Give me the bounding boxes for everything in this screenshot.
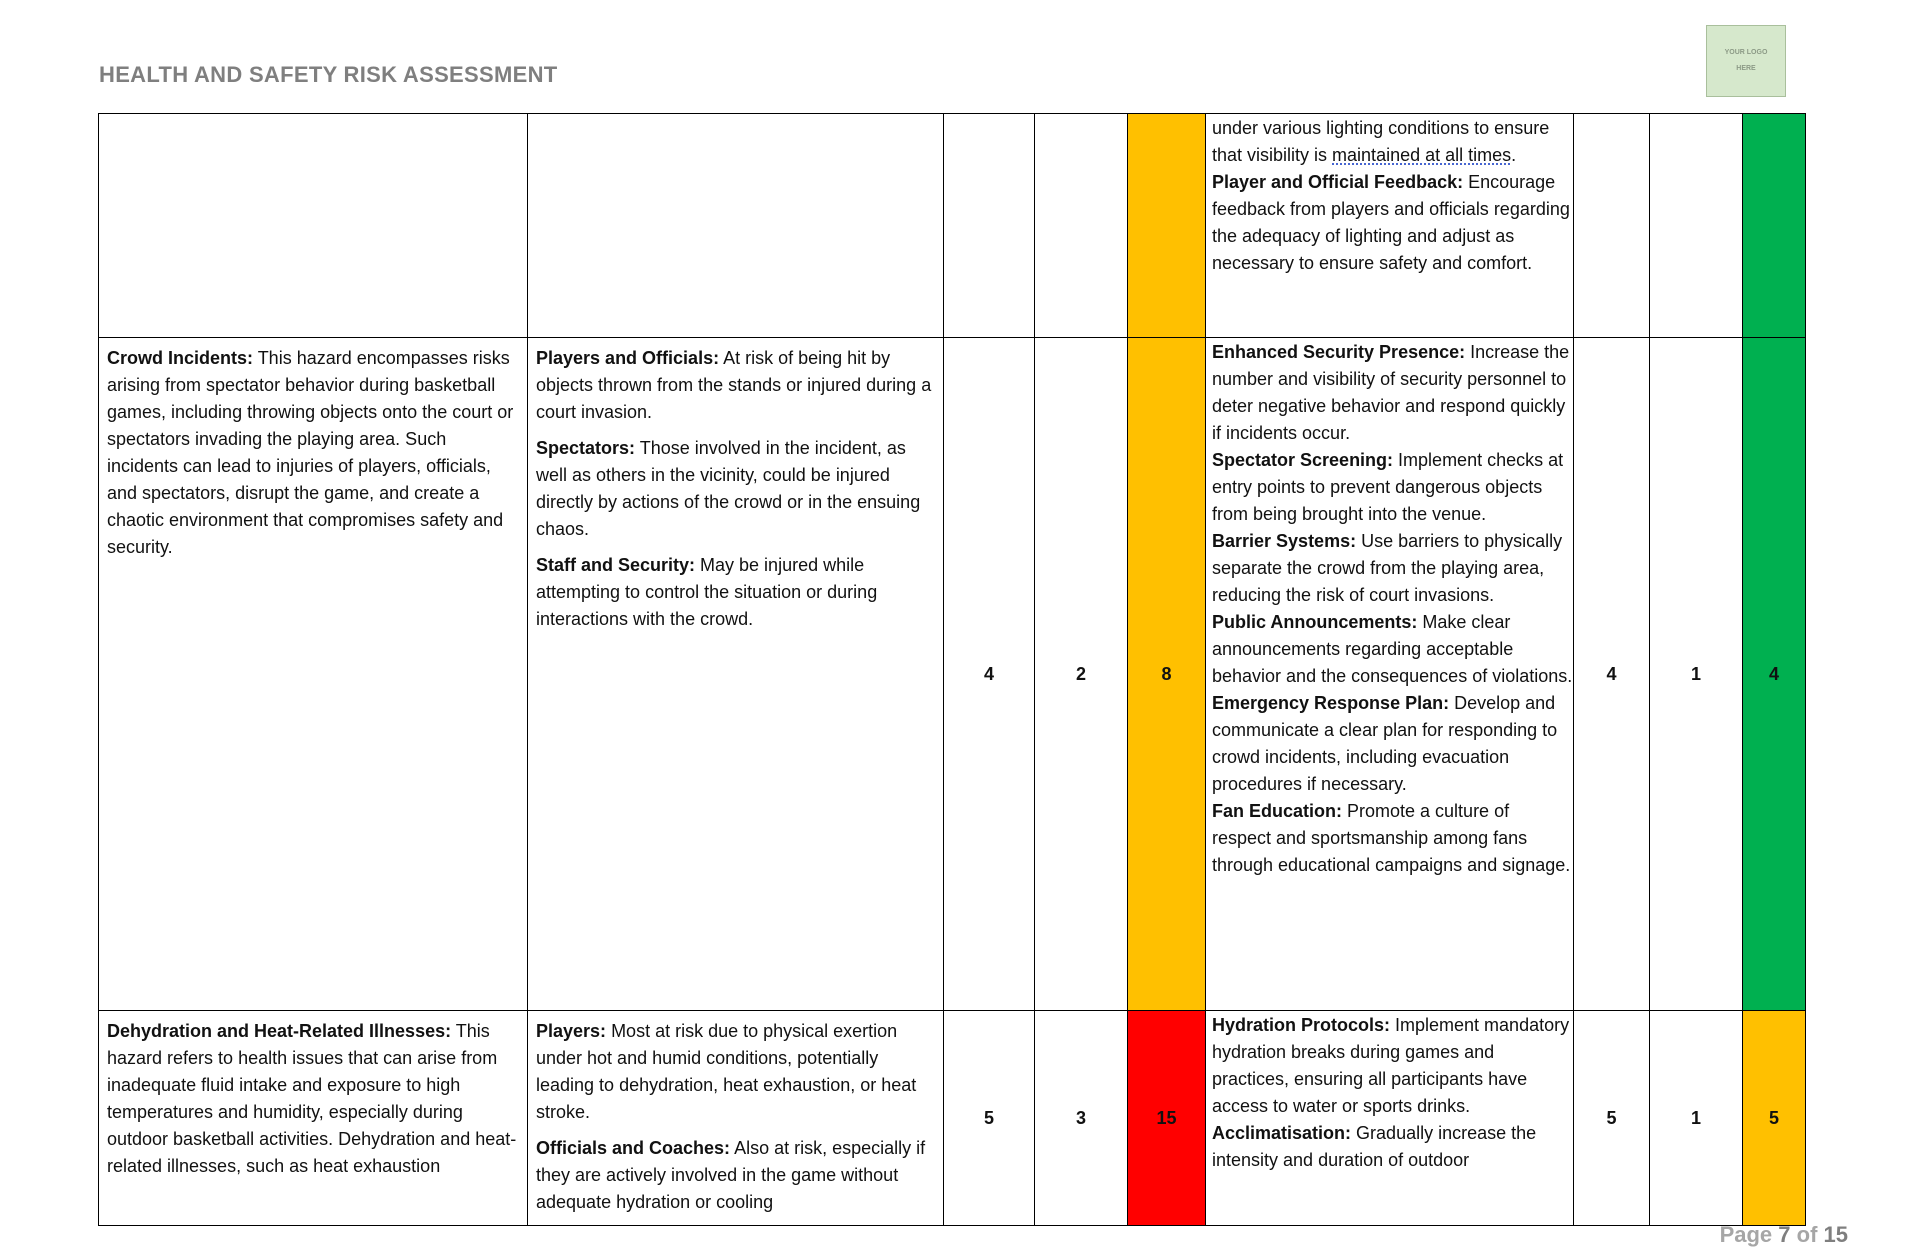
initial-risk-cell [1128,114,1206,338]
at-risk-item [536,552,935,633]
hazard-paragraph [107,1018,519,1180]
control-measure-name: Hydration Protocols: [1212,1015,1391,1035]
likelihood-cell: 4 [944,338,1035,1011]
at-risk-group: Staff and Security: [536,555,696,575]
control-measure-name: Spectator Screening: [1212,450,1394,470]
residual-likelihood-cell: 4 [1574,338,1650,1011]
control-measure [1212,609,1573,690]
at-risk-cell [528,114,944,338]
table-row [99,338,1806,1011]
hazard-paragraph [107,345,519,561]
control-measure-name: Enhanced Security Presence: [1212,342,1466,362]
control-measure-description: Develop and communicate a clear plan for responding to crowd incidents, including evacuation procedures if necessary. [1212,693,1558,794]
at-risk-group: Players and Officials: [536,348,720,368]
residual-likelihood-cell [1574,114,1650,338]
control-measure-description: Use barriers to physically separate the crowd from the playing area, reducing the risk of court invasions. [1212,531,1563,605]
table-row [99,1011,1806,1226]
control-measures-text [1206,338,1573,879]
logo-placeholder [1706,25,1786,97]
at-risk-cell [528,338,944,1011]
logo-text: YOUR LOGO HERE [1724,49,1768,72]
control-measure [1212,798,1573,879]
at-risk-item [536,1135,935,1216]
control-measure [1212,1120,1573,1174]
control-measure-name: Fan Education: [1212,801,1342,821]
control-measure-name: Player and Official Feedback: [1212,172,1464,192]
residual-risk-cell: 5 [1743,1011,1806,1226]
hazard-text [99,338,527,561]
control-measures-cell [1206,114,1574,338]
control-measure [1212,447,1573,528]
control-measure-name: Acclimatisation: [1212,1123,1352,1143]
control-measure [1212,169,1573,277]
control-measure [1212,528,1573,609]
control-measure-name: Emergency Response Plan: [1212,693,1450,713]
table-row [99,114,1806,338]
initial-risk-cell: 8 [1128,338,1206,1011]
page-number: Page 7 of 15 [1719,1222,1848,1247]
hazard-description: This hazard encompasses risks arising from spectator behavior during basketball games, including throwing objects onto the court or spectators invading the playing area. Such incidents can lead to injuries of players, officials, and spectators, disrupt the game, and create a chaotic environment that compromises safety and security. [107,348,514,557]
at-risk-group: Officials and Coaches: [536,1138,731,1158]
hazard-cell [99,114,528,338]
initial-risk-cell: 15 [1128,1011,1206,1226]
severity-cell: 3 [1035,1011,1128,1226]
residual-severity-cell [1650,114,1743,338]
control-measures-cell [1206,338,1574,1011]
at-risk-description: May be injured while attempting to control the situation or during interactions with the crowd. [536,555,878,629]
residual-severity-cell: 1 [1650,338,1743,1011]
control-measure-description: Increase the number and visibility of security personnel to deter negative behavior and respond quickly if incidents occur. [1212,342,1570,443]
residual-risk-cell [1743,114,1806,338]
control-measure-description: Gradually increase the intensity and duration of outdoor [1212,1123,1537,1170]
at-risk-description: Also at risk, especially if they are actively involved in the game without adequate hydration or cooling [536,1138,926,1212]
residual-likelihood-cell: 5 [1574,1011,1650,1226]
likelihood-cell [944,114,1035,338]
control-measure [1212,1012,1573,1120]
control-measure-description: Promote a culture of respect and sportsmanship among fans through educational campaigns and signage. [1212,801,1571,875]
hazard-text [99,1011,527,1180]
control-measure-name: Barrier Systems: [1212,531,1357,551]
control-measure-description: Implement checks at entry points to prevent dangerous objects from being brought into the venue. [1212,450,1564,524]
document-title: HEALTH AND SAFETY RISK ASSESSMENT [99,62,558,87]
at-risk-item [536,1018,935,1126]
hazard-name: Crowd Incidents: [107,348,254,368]
at-risk-text [528,1011,943,1216]
control-measure-description: Implement mandatory hydration breaks during games and practices, ensuring all participants have access to water or sports drinks. [1212,1015,1570,1116]
control-measures-text [1206,1011,1573,1174]
control-measure-end: . [1511,145,1517,165]
at-risk-description: At risk of being hit by objects thrown from the stands or injured during a court invasion. [536,348,932,422]
hazard-name: Dehydration and Heat-Related Illnesses: [107,1021,452,1041]
at-risk-text [528,338,943,633]
likelihood-cell: 5 [944,1011,1035,1226]
control-measure-name: Public Announcements: [1212,612,1418,632]
at-risk-group: Players: [536,1021,607,1041]
residual-severity-cell: 1 [1650,1011,1743,1226]
control-measure-description: Encourage feedback from players and officials regarding the adequacy of lighting and adjust as necessary to ensure safety and comfort. [1212,172,1570,273]
table-body [99,114,1806,1226]
hazard-cell [99,1011,528,1226]
severity-cell: 2 [1035,338,1128,1011]
grammar-underline: maintained at all times [1332,145,1512,165]
hazard-cell [99,338,528,1011]
risk-assessment-table [98,113,1806,1226]
at-risk-description: Most at risk due to physical exertion under hot and humid conditions, potentially leading to dehydration, heat exhaustion, or heat stroke. [536,1021,917,1122]
severity-cell [1035,114,1128,338]
control-measure [1212,690,1573,798]
control-measure [1212,339,1573,447]
at-risk-group: Spectators: [536,438,636,458]
at-risk-item [536,345,935,426]
control-measure-description: under various lighting conditions to ensure that visibility is [1212,118,1550,165]
control-measure [1212,115,1573,169]
control-measure-description: Make clear announcements regarding acceptable behavior and the consequences of violations. [1212,612,1573,686]
at-risk-item [536,435,935,543]
control-measures-cell [1206,1011,1574,1226]
control-measures-text [1206,114,1573,277]
at-risk-cell [528,1011,944,1226]
hazard-description: This hazard refers to health issues that can arise from inadequate fluid intake and exposure to high temperatures and humidity, especially during outdoor basketball activities. Dehydration and heat-related illnesses, such as heat exhaustion [107,1021,517,1176]
at-risk-description: Those involved in the incident, as well as others in the vicinity, could be injured directly by actions of the crowd or in the ensuing chaos. [536,438,921,539]
residual-risk-cell: 4 [1743,338,1806,1011]
